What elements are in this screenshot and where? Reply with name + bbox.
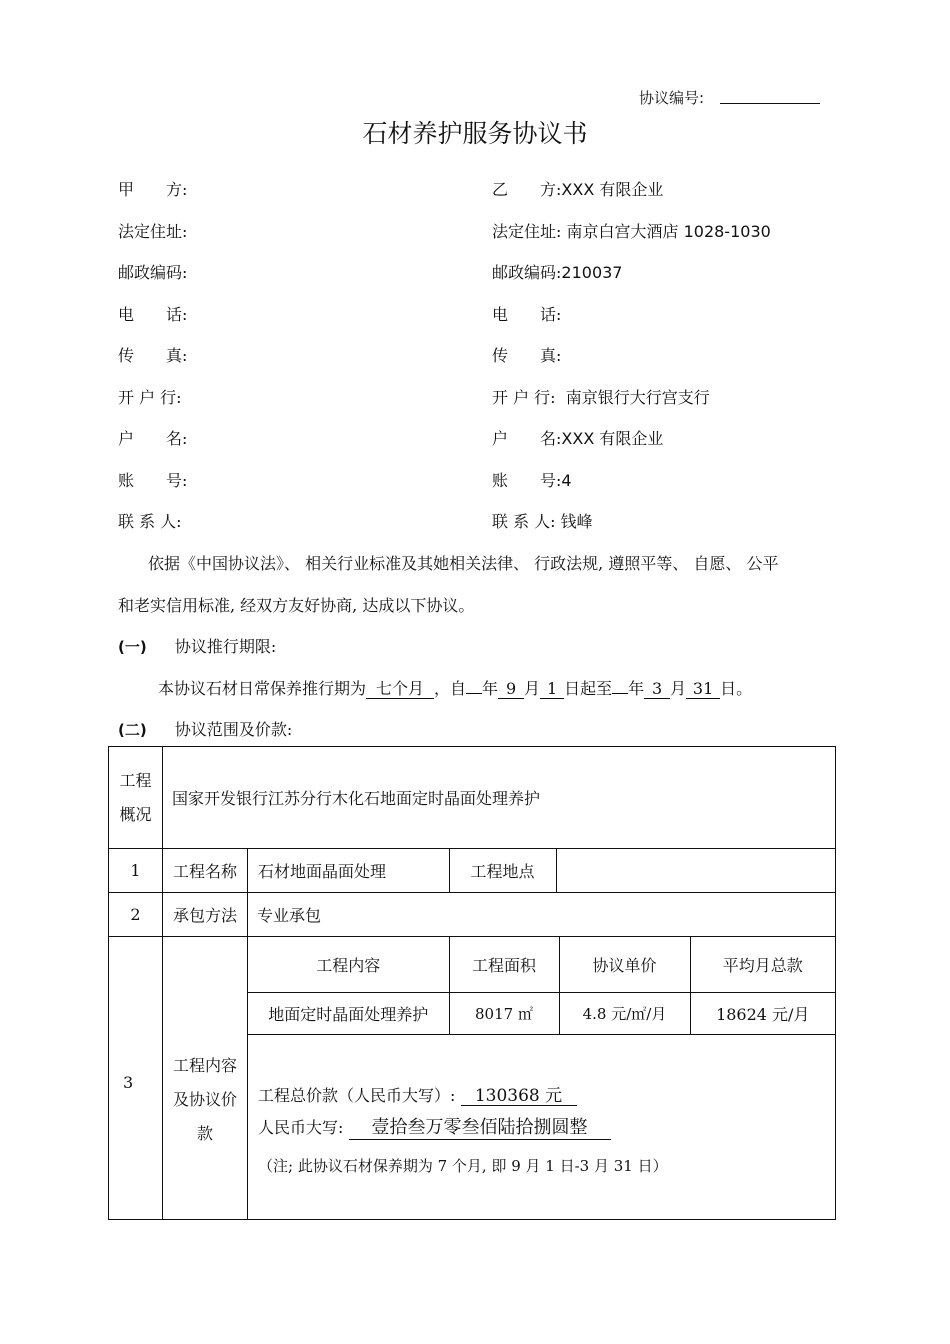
header-content: 工程内容 xyxy=(248,937,449,992)
table-row xyxy=(109,893,836,937)
party-b-account-no-label: 账 号: xyxy=(492,471,562,490)
period-note: （注; 此协议石材保养期为 7 个月, 即 9 月 1 日-3 月 31 日） xyxy=(258,1156,668,1175)
section-1-text xyxy=(158,676,752,699)
start-day-unit: 日起至 xyxy=(564,679,613,698)
party-b-account-name-value: XXX 有限企业 xyxy=(561,429,664,448)
rmb-label: 人民币大写: xyxy=(258,1117,344,1137)
cell-monthly-total: 18624 元/月 xyxy=(690,992,835,1034)
party-b-bank-row xyxy=(492,385,710,408)
section-2-number: (二) xyxy=(118,721,147,739)
cell-unit-price: 4.8 元/㎡/月 xyxy=(559,992,690,1034)
section-2-heading xyxy=(118,717,292,740)
party-b-fax-row xyxy=(492,343,561,366)
party-b-name-label: 乙 方: xyxy=(492,180,562,199)
end-month-unit: 月 xyxy=(670,679,687,698)
party-b-contact-label: 联 系 人: xyxy=(492,512,556,531)
overview-row xyxy=(109,747,836,849)
header-unit-price: 协议单价 xyxy=(559,937,690,992)
party-a-bank-label: 开 户 行: xyxy=(118,388,182,407)
section-1-heading xyxy=(118,634,276,657)
end-day: 31 xyxy=(686,680,720,699)
end-month: 3 xyxy=(644,680,670,699)
rmb-value: 壹拾叁万零叁佰陆拾捌圆整 xyxy=(349,1117,611,1140)
period-value: 七个月 xyxy=(366,680,434,699)
section-2-title: 协议范围及价款: xyxy=(174,720,293,739)
start-year xyxy=(466,693,482,694)
project-name-value: 石材地面晶面处理 xyxy=(248,849,449,892)
header-monthly-total: 平均月总款 xyxy=(690,937,835,992)
period-prefix: 本协议石材日常保养推行期为 xyxy=(158,679,367,698)
party-a-name-label: 甲 方: xyxy=(118,180,188,199)
party-b-account-no-row xyxy=(492,468,572,491)
party-b-account-no-value: 4 xyxy=(561,471,572,490)
end-year-unit: 年 xyxy=(628,679,645,698)
party-b-address-row xyxy=(492,219,771,242)
header-area: 工程面积 xyxy=(449,937,559,992)
party-b-postcode-value: 210037 xyxy=(561,263,623,282)
end-day-unit: 日。 xyxy=(720,679,753,698)
agreement-number-label: 协议编号: xyxy=(639,89,705,107)
party-a-postcode-label: 邮政编码: xyxy=(118,263,188,282)
row-1-number: 1 xyxy=(109,849,163,893)
contract-content-label: 工程内容 及协议价 款 xyxy=(163,937,248,1220)
cell-content: 地面定时晶面处理养护 xyxy=(248,992,449,1034)
section-1-title: 协议推行期限: xyxy=(174,637,277,656)
contract-method-value: 专业承包 xyxy=(248,893,836,937)
overview-value: 国家开发银行江苏分行木化石地面定时晶面处理养护 xyxy=(163,747,836,849)
agreement-number-blank[interactable] xyxy=(720,103,820,104)
overview-label: 工程 概况 xyxy=(109,747,163,849)
period-from: ，自 xyxy=(434,679,467,698)
price-summary-row xyxy=(248,1034,835,1219)
party-a-account-name-label: 户 名: xyxy=(118,429,188,448)
party-a-contact-label: 联 系 人: xyxy=(118,512,182,531)
price-header-row xyxy=(248,937,835,992)
start-month: 9 xyxy=(498,680,524,699)
party-b-phone-row xyxy=(492,302,561,325)
party-b-name-value: XXX 有限企业 xyxy=(561,180,664,199)
start-year-unit: 年 xyxy=(482,679,499,698)
start-month-unit: 月 xyxy=(524,679,541,698)
party-b-name-row xyxy=(492,177,663,200)
party-b-postcode-row xyxy=(492,260,622,283)
party-b-account-name-label: 户 名: xyxy=(492,429,562,448)
row-3-number: 3 xyxy=(109,937,163,1220)
project-site-label: 工程地点 xyxy=(449,849,556,892)
intro-line-2: 和老实信用标准, 经双方友好协商, 达成以下协议。 xyxy=(118,596,475,615)
document-title: 石材养护服务协议书 xyxy=(362,119,588,148)
party-a-phone-label: 电 话: xyxy=(118,305,188,324)
party-b-address-value: 南京白宫大酒店 1028-1030 xyxy=(566,222,771,241)
party-b-account-name-row xyxy=(492,426,663,449)
party-b-phone-label: 电 话: xyxy=(492,305,562,324)
total-price-label: 工程总价款（人民币大写）: xyxy=(258,1085,456,1105)
start-day: 1 xyxy=(540,680,564,699)
end-year xyxy=(612,693,628,694)
party-b-bank-label: 开 户 行: xyxy=(492,388,556,407)
scope-price-table xyxy=(108,746,836,1220)
table-row xyxy=(109,937,836,1220)
party-b-bank-value: 南京银行大行宫支行 xyxy=(565,388,710,407)
project-site-value xyxy=(556,849,835,892)
party-a-fax-label: 传 真: xyxy=(118,346,188,365)
price-summary xyxy=(248,1034,835,1219)
intro-line-1: 依据《中国协议法》、 相关行业标准及其她相关法律、 行政法规, 遵照平等、 自愿、 公平 xyxy=(148,554,779,573)
party-b-postcode-label: 邮政编码: xyxy=(492,263,562,282)
table-row xyxy=(109,849,836,893)
party-a-address-label: 法定住址: xyxy=(118,222,188,241)
total-price-value: 130368 元 xyxy=(461,1087,577,1106)
party-b-contact-row xyxy=(492,509,593,532)
party-b-contact-value: 钱峰 xyxy=(560,512,593,531)
section-1-number: (一) xyxy=(118,638,147,656)
party-b-address-label: 法定住址: xyxy=(492,222,562,241)
party-b-fax-label: 传 真: xyxy=(492,346,562,365)
price-data-row xyxy=(248,992,835,1034)
row-2-number: 2 xyxy=(109,893,163,937)
project-name-label: 工程名称 xyxy=(163,849,248,893)
cell-area: 8017 ㎡ xyxy=(449,992,559,1034)
party-a-account-no-label: 账 号: xyxy=(118,471,188,490)
contract-method-label: 承包方法 xyxy=(163,893,248,937)
